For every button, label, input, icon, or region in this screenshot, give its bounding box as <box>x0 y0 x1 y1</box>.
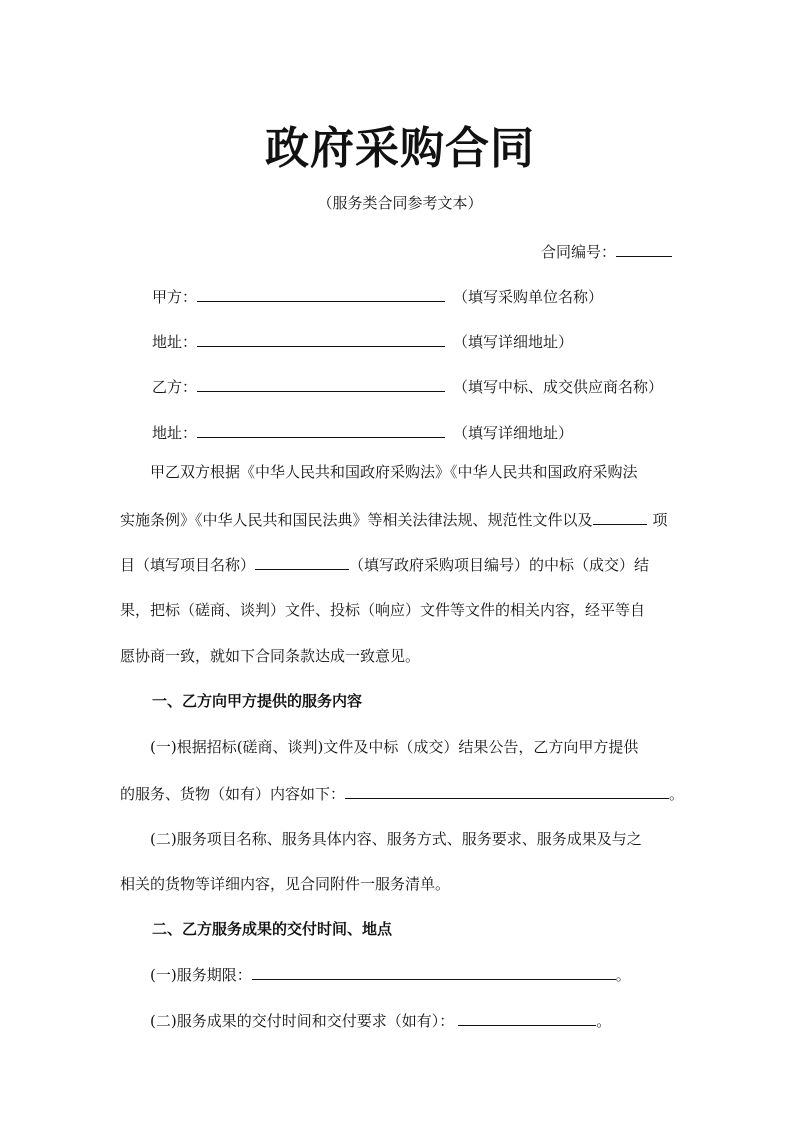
section-1-item-2-line-1: (二)服务项目名称、服务具体内容、服务方式、服务要求、服务成果及与之 <box>150 830 642 848</box>
party-a-address-hint: （填写详细地址） <box>453 333 574 351</box>
party-a-blank[interactable] <box>197 285 445 302</box>
project-name-blank[interactable] <box>593 508 647 525</box>
document-subtitle: （服务类合同参考文本） <box>317 194 483 212</box>
service-period-label: (一)服务期限： <box>150 966 252 984</box>
party-a-hint: （填写采购单位名称） <box>453 288 604 306</box>
section-2-item-1 <box>150 963 631 986</box>
preamble-line-1: 甲乙双方根据《中华人民共和国政府采购法》《中华人民共和国政府采购法 <box>150 463 638 481</box>
contract-number-blank[interactable] <box>616 240 672 257</box>
preamble-line-2 <box>120 508 668 531</box>
party-a-address-row <box>152 330 573 353</box>
contract-number-label: 合同编号： <box>541 243 617 261</box>
party-b-address-label: 地址： <box>152 424 198 442</box>
party-a-row <box>152 285 603 308</box>
section-2-item-2 <box>150 1009 611 1032</box>
section-1-item-1-line-1: (一)根据招标(磋商、谈判)文件及中标（成交）结果公告，乙方向甲方提供 <box>150 738 639 756</box>
preamble-line-4: 果，把标（磋商、谈判）文件、投标（响应）文件等文件的相关内容，经平等自 <box>120 601 646 619</box>
section-1-item-1-label: 的服务、货物（如有）内容如下： <box>120 785 346 803</box>
party-b-address-row <box>152 421 573 444</box>
section-2-heading: 二、乙方服务成果的交付时间、地点 <box>152 920 393 938</box>
preamble-line-5: 愿协商一致，就如下合同条款达成一致意见。 <box>120 647 421 665</box>
section-1-heading: 一、乙方向甲方提供的服务内容 <box>152 692 363 710</box>
delivery-time-end: 。 <box>596 1012 612 1030</box>
party-b-hint: （填写中标、成交供应商名称） <box>453 378 664 396</box>
delivery-time-label: (二)服务成果的交付时间和交付要求（如有）： <box>150 1012 455 1030</box>
party-b-row <box>152 375 663 398</box>
section-1-item-1-end: 。 <box>669 785 685 803</box>
preamble-line-2-text: 实施条例》《中华人民共和国民法典》等相关法律法规、规范性文件以及 <box>120 511 593 529</box>
preamble-line-3 <box>120 553 649 576</box>
party-b-address-blank[interactable] <box>197 421 445 438</box>
project-number-blank[interactable] <box>255 553 349 570</box>
preamble-line-3-end: （填写政府采购项目编号）的中标（成交）结 <box>349 556 650 574</box>
party-a-address-label: 地址： <box>152 333 198 351</box>
contract-number-row <box>541 240 672 263</box>
service-content-blank[interactable] <box>345 782 669 799</box>
party-b-blank[interactable] <box>197 375 445 392</box>
section-1-item-2-line-2: 相关的货物等详细内容，见合同附件一服务清单。 <box>120 875 451 893</box>
party-b-label: 乙方： <box>152 378 198 396</box>
document-title: 政府采购合同 <box>265 123 535 174</box>
section-1-item-1-line-2 <box>120 782 684 805</box>
service-period-blank[interactable] <box>252 963 616 980</box>
party-a-label: 甲方： <box>152 288 198 306</box>
party-a-address-blank[interactable] <box>197 330 445 347</box>
delivery-time-blank[interactable] <box>458 1009 596 1026</box>
preamble-line-3-text: 目（填写项目名称） <box>120 556 256 574</box>
preamble-line-2-end: 项 <box>652 511 668 529</box>
party-b-address-hint: （填写详细地址） <box>453 424 574 442</box>
service-period-end: 。 <box>615 966 631 984</box>
